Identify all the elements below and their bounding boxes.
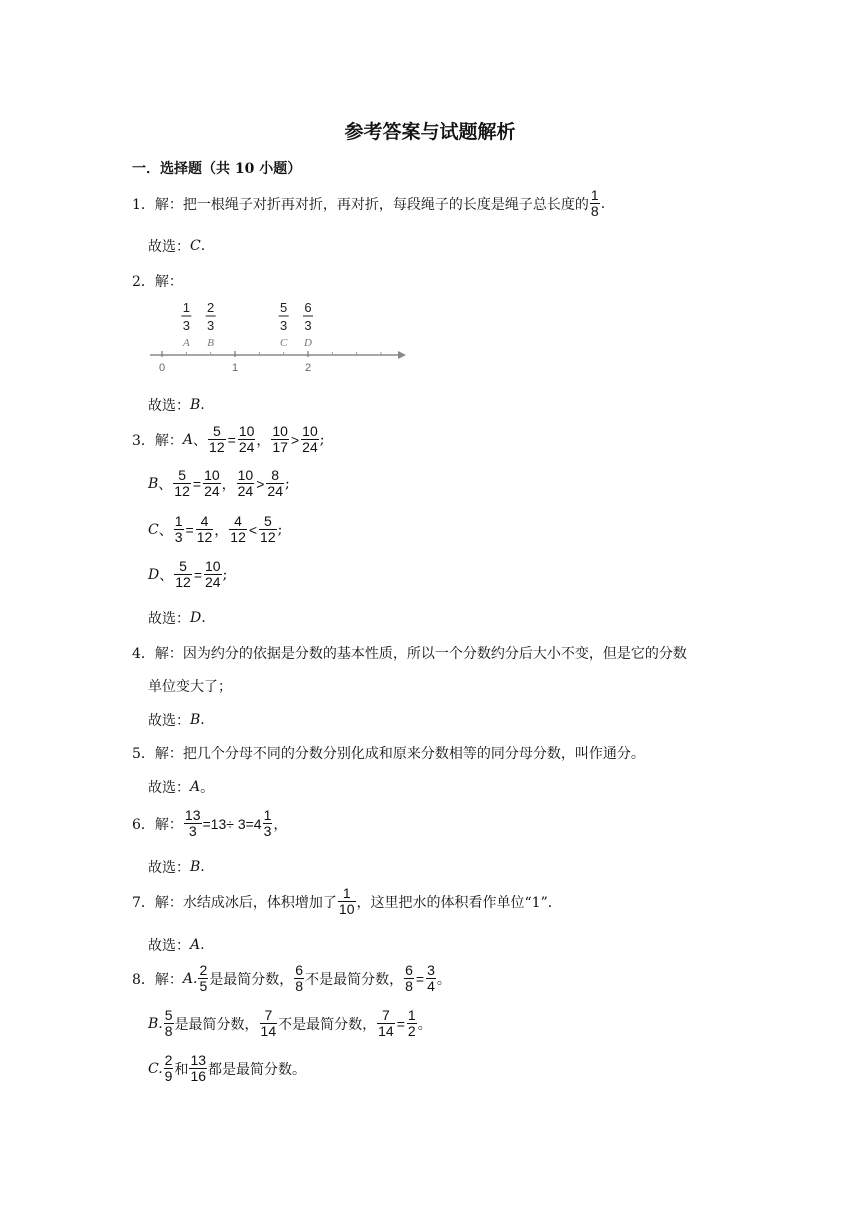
option-label: B: [148, 475, 159, 492]
point-fraction-denominator: 3: [182, 318, 190, 333]
q8-text-seg: 和: [174, 1061, 189, 1078]
fraction: 5 12: [260, 513, 276, 545]
point-label: A: [182, 337, 190, 349]
q4-text-cont: 单位变大了；: [148, 679, 232, 695]
q2-answer: [148, 395, 205, 415]
operator: =: [415, 970, 425, 987]
sep: ，: [273, 816, 288, 833]
answer-choice: B: [190, 397, 201, 413]
page-title: 参考答案与试题解析: [344, 121, 516, 143]
sep: 。: [436, 971, 451, 988]
option-label: B.: [148, 1015, 163, 1032]
option-label: D: [148, 566, 160, 583]
fraction: 6 8: [295, 962, 304, 994]
answer-choice: A: [190, 937, 201, 953]
q2-text: 2．解：: [132, 274, 183, 290]
fraction: 4 12: [196, 513, 213, 545]
q1-end: .: [600, 195, 606, 212]
sep: 。: [417, 1016, 432, 1033]
option-label: A: [182, 431, 194, 448]
operator: >: [256, 475, 265, 492]
q6-solution: [132, 808, 287, 839]
fraction: 1 8: [590, 187, 599, 219]
q8-text: 8．解：: [132, 971, 183, 988]
q3-text: 3．解：: [132, 432, 183, 449]
q4-solution-cont: [148, 676, 232, 696]
answer-choice: D: [190, 610, 202, 626]
answer-prefix: 故选：: [148, 780, 190, 796]
fraction: 10 17: [272, 423, 288, 455]
sep: 、: [193, 432, 208, 449]
point-label: D: [304, 337, 312, 349]
answer-end: .: [200, 712, 205, 728]
answer-end: .: [201, 610, 206, 626]
answer-choice: A: [190, 779, 201, 795]
fraction: 5 12: [209, 423, 225, 455]
point-fraction-denominator: 3: [280, 318, 288, 333]
answer-prefix: 故选：: [148, 938, 190, 954]
q4-text: 4．解：因为约分的依据是分数的基本性质，所以一个分数约分后大小不变，但是它的分数: [132, 646, 687, 662]
q6-text: 6．解：: [132, 816, 183, 833]
q4-solution: [132, 643, 687, 663]
q6-expression: =13÷ 3=4: [202, 815, 262, 832]
point-fraction-denominator: 3: [207, 318, 215, 333]
answer-end: .: [200, 238, 206, 254]
q4-answer: [148, 710, 205, 730]
q6-answer: [148, 857, 205, 877]
q1-solution: [132, 188, 605, 219]
q8-solution-b: [148, 1008, 432, 1039]
fraction: 5 12: [175, 558, 191, 590]
fraction: 6 8: [405, 962, 413, 994]
fraction: 2 9: [164, 1052, 173, 1084]
fraction: 10 24: [302, 423, 318, 455]
fraction: 1 3: [263, 807, 272, 839]
q5-answer: [148, 777, 214, 797]
answer-end: 。: [200, 780, 215, 796]
answer-choice: C: [190, 238, 201, 254]
answer-choice: B: [190, 859, 201, 875]
q3-answer: [148, 608, 206, 628]
sep: ;: [319, 431, 325, 448]
fraction: 13 3: [184, 807, 201, 839]
tick-label: 2: [304, 362, 312, 374]
fraction: 3 4: [427, 962, 435, 994]
fraction: 8 24: [267, 467, 283, 499]
q8-solution-c: [148, 1053, 306, 1084]
fraction: 1 3: [174, 513, 183, 545]
q8-text-seg: 不是最简分数，: [278, 1016, 377, 1033]
q1-text: 1．解：把一根绳子对折再对折，再对折，每段绳子的长度是绳子总长度的: [132, 196, 589, 213]
fraction: 4 12: [230, 513, 246, 545]
q7-text-end: ，这里把水的体积看作单位“1”．: [356, 894, 562, 911]
q8-text-seg: 是最简分数，: [209, 971, 294, 988]
answer-prefix: 故选：: [148, 239, 190, 255]
point-fraction-numerator: 2: [207, 300, 215, 315]
point-fraction-denominator: 3: [304, 318, 312, 333]
fraction: 10 24: [205, 558, 221, 590]
answer-end: .: [200, 397, 205, 413]
arrow-icon: [398, 351, 406, 359]
sep: 、: [158, 522, 173, 539]
sep: ;: [222, 566, 228, 583]
q2-solution: [132, 271, 183, 291]
fraction: 1 2: [407, 1007, 416, 1039]
fraction: 5 8: [164, 1007, 173, 1039]
operator: =: [396, 1015, 405, 1032]
q8-text-seg: 都是最简分数。: [208, 1061, 307, 1078]
q8-solution-a: [132, 963, 451, 994]
point-fraction-numerator: 5: [280, 300, 288, 315]
answer-prefix: 故选：: [148, 860, 190, 876]
q3-solution-c: [148, 514, 282, 545]
number-line-figure: [148, 300, 418, 380]
operator: =: [192, 475, 202, 492]
sep: ，: [256, 432, 271, 449]
fraction: 10 24: [237, 467, 254, 499]
fraction: 1 10: [338, 885, 355, 917]
answer-prefix: 故选：: [148, 398, 190, 414]
q5-text: 5．解：把几个分母不同的分数分别化成和原来分数相等的同分母分数，叫作通分。: [132, 746, 645, 762]
fraction: 5 12: [174, 467, 190, 499]
q3-solution-d: [148, 559, 227, 590]
section-heading: 一．选择题（共 10 小题）: [132, 161, 302, 177]
point-label: B: [207, 337, 215, 349]
fraction: 13 16: [190, 1052, 207, 1084]
operator: >: [290, 431, 300, 448]
sep: ，: [214, 522, 229, 539]
sep: ，: [221, 476, 236, 493]
q7-solution: [132, 886, 562, 917]
point-fraction-numerator: 6: [304, 300, 312, 315]
sep: 、: [158, 476, 173, 493]
q7-text: 7．解：水结成冰后，体积增加了: [132, 894, 337, 911]
tick-label: 0: [158, 362, 166, 374]
answer-end: .: [200, 937, 205, 953]
fraction: 10 24: [204, 467, 220, 499]
sep: ;: [284, 475, 290, 492]
operator: =: [185, 521, 194, 538]
answer-end: .: [200, 859, 205, 875]
fraction: 7 14: [378, 1007, 394, 1039]
fraction: 2 5: [199, 962, 208, 994]
answer-prefix: 故选：: [148, 713, 190, 729]
sep: ;: [277, 521, 283, 538]
option-label: C: [148, 521, 159, 538]
operator: =: [227, 431, 236, 448]
q8-text-seg: 是最简分数，: [174, 1016, 259, 1033]
answer-prefix: 故选：: [148, 611, 190, 627]
point-fraction-numerator: 1: [182, 300, 190, 315]
point-label: C: [279, 337, 288, 349]
q1-answer: [148, 236, 205, 256]
q3-solution-b: [148, 468, 290, 499]
q5-solution: [132, 743, 645, 763]
q3-solution-a: [132, 424, 324, 455]
fraction: 7 14: [260, 1007, 277, 1039]
operator: <: [248, 521, 258, 538]
option-label: A.: [182, 970, 198, 987]
answer-choice: B: [190, 712, 201, 728]
sep: 、: [159, 567, 174, 584]
fraction: 10 24: [238, 423, 255, 455]
tick-label: 1: [231, 362, 239, 374]
operator: =: [193, 566, 202, 583]
option-label: C.: [148, 1060, 163, 1077]
q8-text-seg: 不是最简分数，: [305, 971, 404, 988]
q7-answer: [148, 935, 205, 955]
